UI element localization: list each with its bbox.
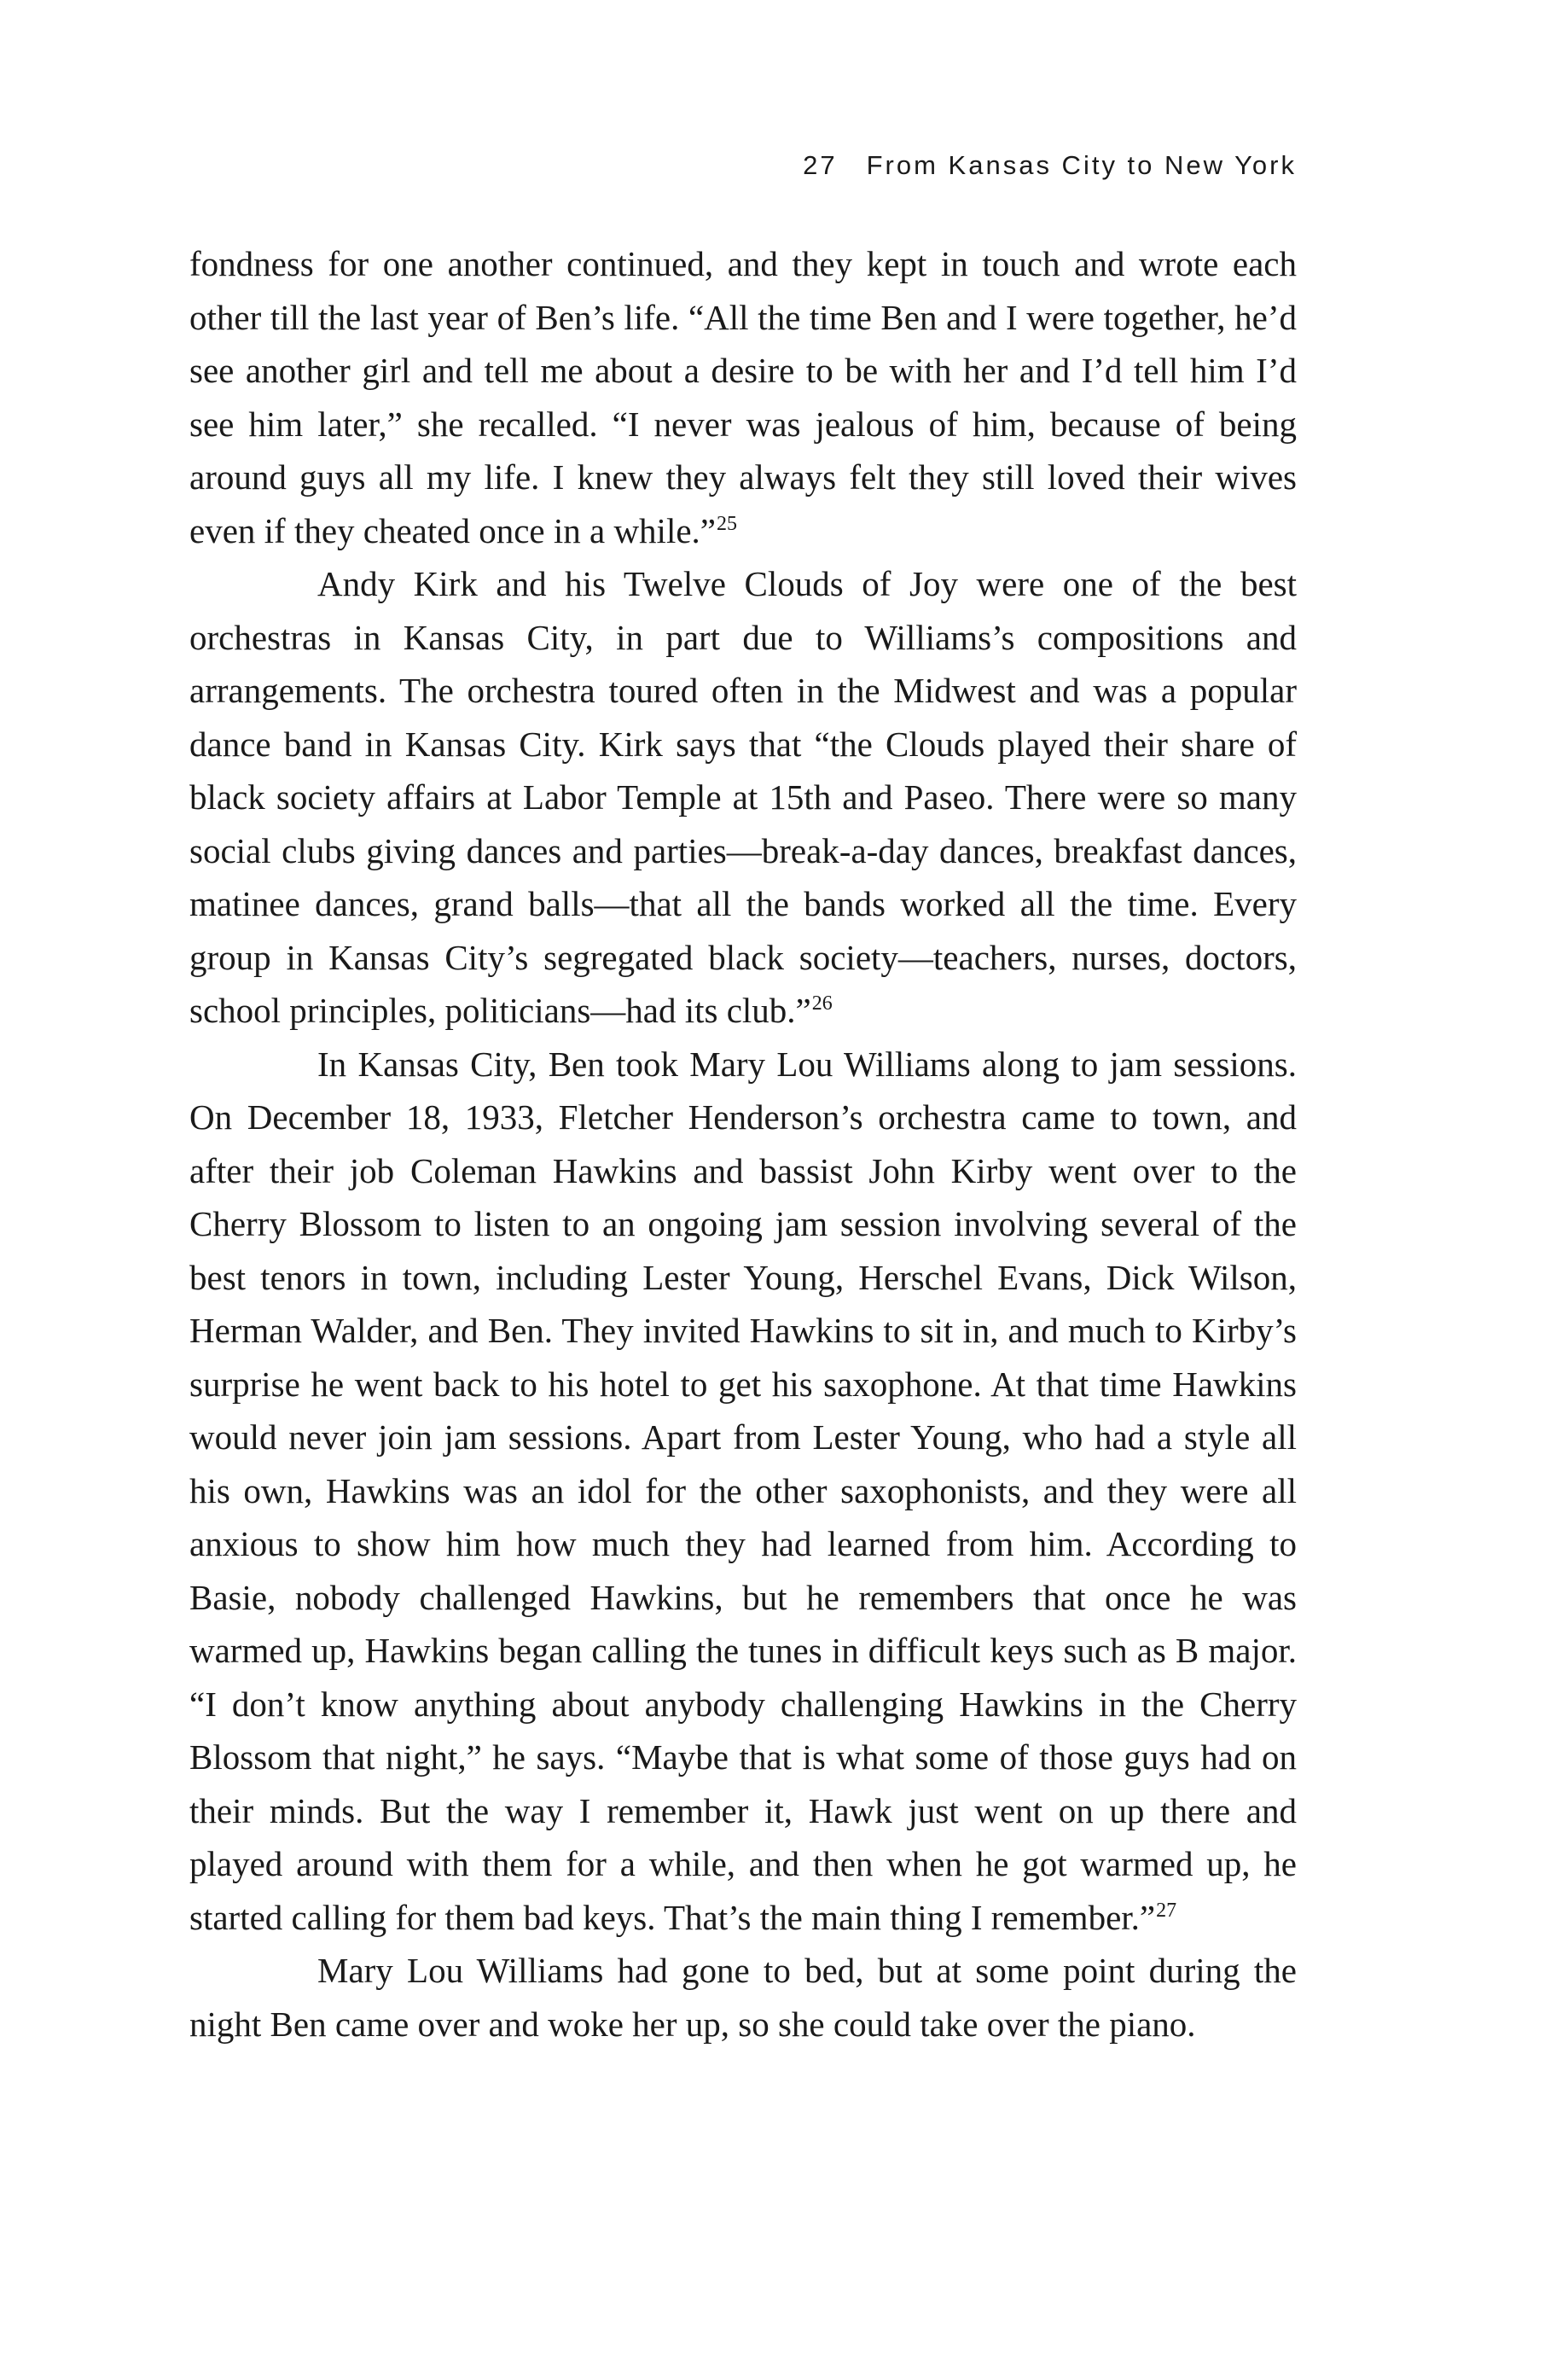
- endnote-reference: 26: [811, 992, 833, 1015]
- paragraph-text: Andy Kirk and his Twelve Clouds of Joy were one of the best orchestras in Kansas City, in part due to Williams’s compositions and arrangements. The orchestra toured often in the Midwest and was a popular dance band in Kansas City. Kirk says that “the Clouds played their share of black society affairs at Labor Temple at 15th and Paseo. There were so many social clubs giving dances and parties—break-a-day dances, breakfast dances, matinee dances, grand balls—that all the bands worked all the time. Every group in Kansas City’s segregated black society—teachers, nurses, doctors, school principles, politicians—had its club.”: [189, 564, 1297, 1030]
- paragraph-text: Mary Lou Williams had gone to bed, but at some point during the night Ben came over and woke her up, so she could take over the piano.: [189, 1951, 1297, 2044]
- running-title: From Kansas City to New York: [866, 150, 1297, 180]
- page-number: 27: [803, 150, 838, 180]
- endnote-reference: 27: [1156, 1899, 1177, 1922]
- paragraph-text: fondness for one another continued, and they kept in touch and wrote each other till the last year of Ben’s life. “All the time Ben and I were together, he’d see another girl and tell me about a desire to be with her and I’d tell him I’d see him later,” she recalled. “I never was jealous of him, because of being around guys all my life. I knew they always felt they still loved their wives even if they cheated once in a while.”: [189, 244, 1297, 550]
- endnote-reference: 25: [716, 512, 737, 535]
- paragraph-text: In Kansas City, Ben took Mary Lou Williams along to jam sessions. On December 18, 1933, Fletcher Henderson’s orchestra came to town, and after their job Coleman Hawkins and bassist John Kirby went over to the Cherry Blossom to listen to an ongoing jam session involving several of the best tenors in town, including Lester Young, Herschel Evans, Dick Wilson, Herman Walder, and Ben. They invited Hawkins to sit in, and much to Kirby’s surprise he went back to his hotel to get his saxophone. At that time Hawkins would never join jam sessions. Apart from Lester Young, who had a style all his own, Hawkins was an idol for the other saxophonists, and they were all anxious to show him how much they had learned from him. According to Basie, nobody challenged Hawkins, but he remembers that once he was warmed up, Hawkins began calling the tunes in difficult keys such as B major. “I don’t know anything about anybody challenging Hawkins in the Cherry Blossom that night,” he says. “Maybe that is what some of those guys had on their minds. But the way I remember it, Hawk just went on up there and played around with them for a while, and then when he got warmed up, he started calling for them bad keys. That’s the main thing I remember.”: [189, 1044, 1297, 1937]
- running-head: [189, 152, 1297, 178]
- paragraph: [189, 1038, 1297, 1945]
- body-text: [189, 237, 1297, 2051]
- paragraph: [189, 1944, 1297, 2051]
- paragraph: [189, 237, 1297, 557]
- paragraph: [189, 557, 1297, 1038]
